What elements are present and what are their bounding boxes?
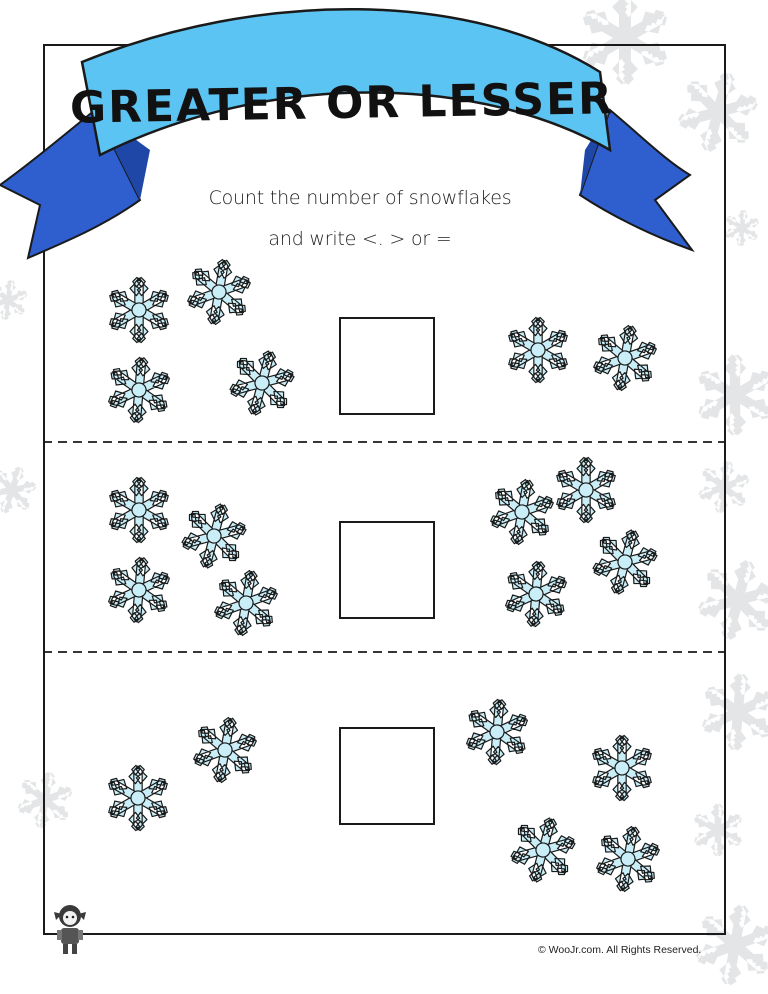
snowflake-icon [484,474,560,550]
snowflake-icon [503,810,583,890]
snowflake-icon [104,355,175,426]
snowflake-icon [585,522,665,602]
snowflake-icon [208,565,284,641]
snowflake-icon [505,317,570,382]
snowflake-icon [587,320,663,396]
title-text: GREATER OR LESSER [69,73,615,134]
snowflake-icon [105,765,170,830]
snowflake-icon [222,343,302,423]
snowflake-icon [553,457,618,522]
snowflake-icon [589,735,654,800]
instruction-line-2: and write <. > or = [268,228,452,250]
snowflake-icon [181,254,257,330]
mascot-icon [48,900,92,956]
copyright-text: © WooJr.com. All Rights Reserved. [538,944,702,956]
snowflake-icon [104,555,175,626]
snowflake-icon [462,697,533,768]
snowflake-icon [590,821,666,897]
snowflake-icon [187,712,263,788]
snowflake-icon [174,496,254,576]
snowflake-icon [106,477,171,542]
snowflake-icon [106,277,171,342]
instruction-line-1: Count the number of snowflakes [208,187,512,209]
snowflake-icon [501,559,572,630]
